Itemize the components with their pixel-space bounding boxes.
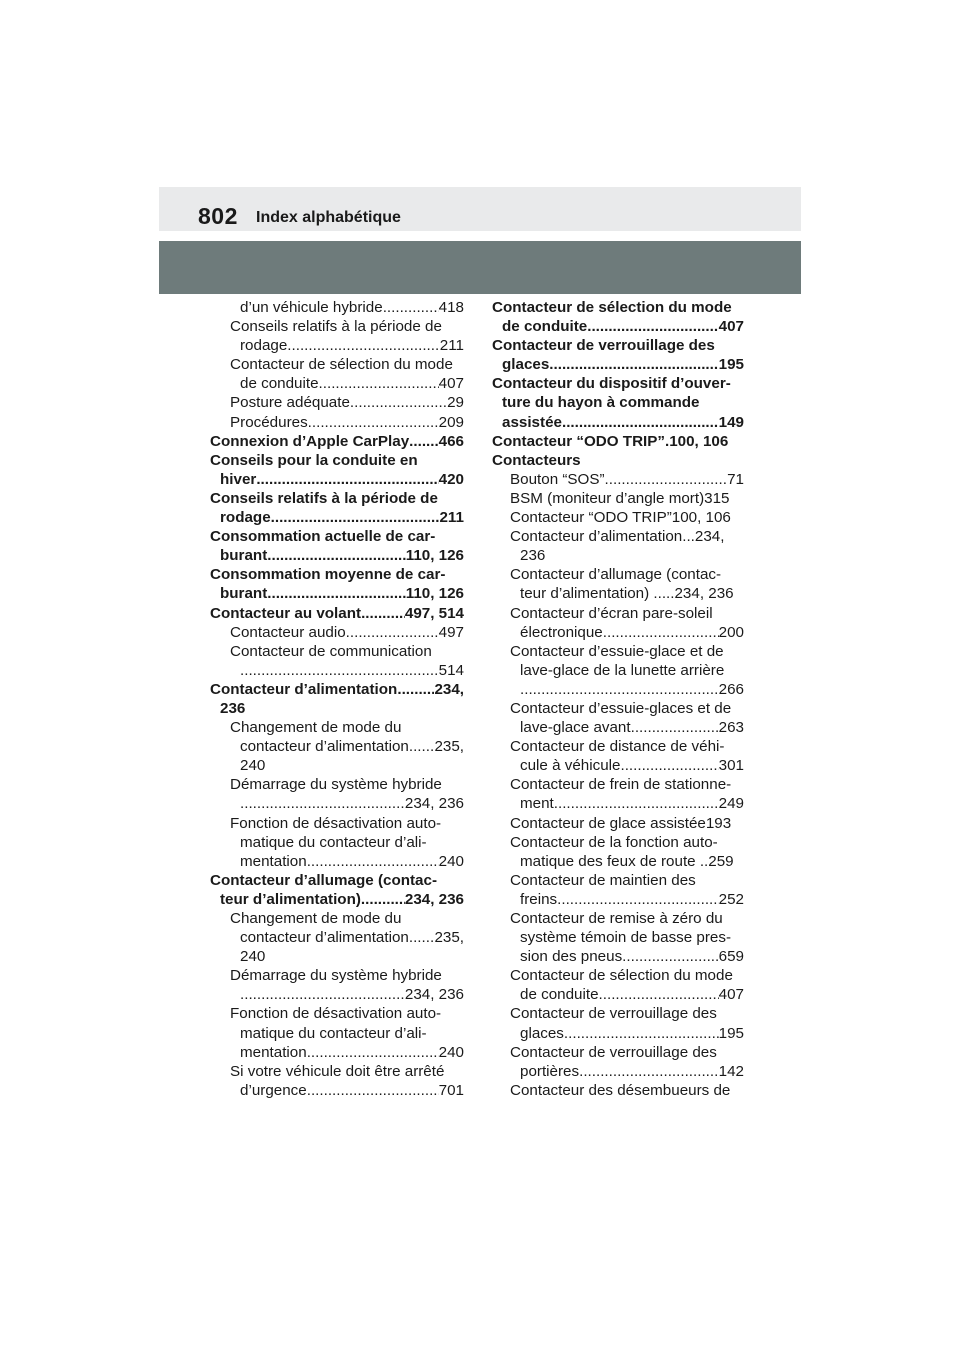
leader-dots [397, 680, 434, 699]
leader-dots [240, 661, 439, 680]
entry-text: Contacteur de communication [230, 642, 432, 660]
index-entry [210, 871, 464, 890]
leader-dots [599, 985, 719, 1004]
page-reference: 195 [718, 356, 744, 374]
index-subentry [492, 470, 744, 489]
entry-text: Contacteur de frein de stationne- [510, 776, 732, 794]
section-title: Index alphabétique [256, 209, 401, 226]
index-entry [492, 432, 744, 451]
page-reference: 466 [438, 432, 464, 450]
entry-text: freins [520, 890, 558, 908]
entry-text: ment [520, 795, 554, 813]
index-entry [492, 336, 744, 355]
entry-text: électronique [520, 623, 603, 641]
index-subentry [492, 1004, 744, 1023]
entry-text: rodage [220, 509, 271, 527]
entry-text: Contacteur “ODO TRIP”.100, 106 [492, 432, 729, 450]
page-reference: 110, 126 [405, 585, 464, 603]
page-reference: 29 [447, 394, 464, 412]
index-subentry [210, 756, 464, 775]
section-tab-band [159, 241, 801, 294]
leader-dots [409, 737, 435, 756]
entry-text: Contacteur d’allumage (contac- [510, 566, 722, 584]
entry-text: de conduite [240, 375, 319, 393]
entry-text: Consommation moyenne de car- [210, 566, 446, 584]
leader-dots [554, 794, 719, 813]
index-entry [492, 374, 744, 393]
index-subentry [210, 661, 464, 680]
index-entry [210, 680, 464, 699]
index-entry [210, 546, 464, 565]
page-reference: 200 [718, 623, 744, 641]
entry-text: Fonction de désactivation auto- [230, 1005, 442, 1023]
index-entry [492, 413, 744, 432]
page-reference: 497, 514 [404, 604, 464, 622]
entry-text: Procédures [230, 413, 308, 431]
leader-dots [564, 1024, 719, 1043]
index-subentry [492, 794, 744, 813]
leader-dots [409, 432, 438, 451]
entry-text: ture du hayon à commande [502, 394, 700, 412]
index-subentry [492, 1043, 744, 1062]
index-subentry [492, 718, 744, 737]
index-subentry [492, 565, 744, 584]
index-subentry [492, 1024, 744, 1043]
index-subentry [210, 966, 464, 985]
page-reference: 514 [438, 661, 464, 679]
leader-dots [307, 1081, 439, 1100]
entry-text: Contacteur d’allumage (contac- [210, 871, 438, 889]
leader-dots [622, 947, 718, 966]
entry-text: lave-glace avant [520, 719, 631, 737]
entry-text: Contacteur d’alimentation...234, [510, 528, 725, 546]
index-subentry [492, 947, 744, 966]
index-subentry [210, 413, 464, 432]
index-subentry [210, 1043, 464, 1062]
page-reference: 407 [718, 318, 744, 336]
entry-text: Contacteur d’écran pare-soleil [510, 604, 713, 622]
index-subentry [492, 890, 744, 909]
page-reference: 240 [438, 852, 464, 870]
entry-text: 240 [240, 757, 266, 775]
index-entry [210, 470, 464, 489]
entry-text: Contacteur de distance de véhi- [510, 738, 725, 756]
entry-text: sion des pneus [520, 948, 623, 966]
entry-text: 240 [240, 948, 266, 966]
entry-text: Contacteur de verrouillage des [492, 337, 715, 355]
index-subentry [492, 489, 744, 508]
entry-text: Contacteur d’essuie-glace et de [510, 642, 724, 660]
index-subentry [210, 1024, 464, 1043]
page-reference: 149 [718, 413, 744, 431]
index-subentry [492, 546, 744, 565]
index-column-right [492, 298, 744, 1100]
index-entry [492, 317, 744, 336]
entry-text: Contacteur d’essuie-glaces et de [510, 699, 732, 717]
leader-dots [240, 985, 405, 1004]
entry-text: glaces [520, 1024, 564, 1042]
index-subentry [492, 852, 744, 871]
entry-text: d’urgence [240, 1081, 307, 1099]
entry-text: Contacteur de verrouillage des [510, 1005, 717, 1023]
entry-text: burant [220, 547, 268, 565]
index-subentry [492, 680, 744, 699]
leader-dots [383, 298, 439, 317]
leader-dots [562, 413, 719, 432]
page-reference: 249 [718, 795, 744, 813]
index-subentry [492, 1081, 744, 1100]
entry-text: Conseils relatifs à la période de [210, 489, 438, 507]
entry-text: Consommation actuelle de car- [210, 528, 436, 546]
index-entry [210, 584, 464, 603]
leader-dots [549, 355, 718, 374]
page-reference: 142 [718, 1062, 744, 1080]
entry-text: Contacteur de sélection du mode [492, 299, 732, 316]
leader-dots [587, 317, 718, 336]
page-reference: 407 [718, 986, 744, 1004]
page-reference: 659 [718, 948, 744, 966]
entry-text: hiver [220, 470, 257, 488]
leader-dots [605, 470, 728, 489]
entry-text: Contacteur d’alimentation [210, 680, 398, 698]
entry-text: Posture adéquate [230, 394, 350, 412]
leader-dots [287, 336, 439, 355]
index-subentry [492, 966, 744, 985]
leader-dots [361, 890, 405, 909]
entry-text: Changement de mode du [230, 910, 402, 927]
index-subentry [210, 298, 464, 317]
page-reference: 235, [434, 738, 464, 756]
entry-text: Contacteur “ODO TRIP”100, 106 [510, 509, 731, 527]
page-reference: 301 [718, 757, 744, 775]
index-entry [210, 451, 464, 470]
index-subentry [210, 794, 464, 813]
index-subentry [492, 1062, 744, 1081]
index-subentry [210, 374, 464, 393]
index-subentry [210, 833, 464, 852]
entry-text: Connexion d’Apple CarPlay [210, 432, 410, 450]
entry-text: Contacteur du dispositif d’ouver- [492, 375, 731, 393]
entry-text: 236 [220, 699, 246, 717]
index-subentry [210, 775, 464, 794]
index-subentry [492, 527, 744, 546]
index-subentry [210, 852, 464, 871]
index-subentry [210, 1062, 464, 1081]
entry-text: 236 [520, 547, 546, 565]
index-subentry [492, 756, 744, 775]
index-entry [210, 432, 464, 451]
leader-dots [631, 718, 719, 737]
index-entry [492, 298, 744, 317]
index-subentry [210, 393, 464, 412]
page-reference: 235, [434, 929, 464, 947]
page-number: 802 [198, 203, 238, 229]
page-reference: 418 [438, 299, 464, 316]
index-subentry [210, 317, 464, 336]
index-subentry [492, 737, 744, 756]
entry-text: contacteur d’alimentation [240, 738, 409, 756]
entry-text: assistée [502, 413, 562, 431]
index-subentry [492, 871, 744, 890]
page-reference: 701 [438, 1081, 464, 1099]
index-subentry [210, 737, 464, 756]
entry-text: teur d’alimentation) .....234, 236 [520, 585, 734, 603]
index-subentry [210, 909, 464, 928]
page-reference: 234, 236 [404, 986, 464, 1004]
index-entry [492, 355, 744, 374]
entry-text: BSM (moniteur d’angle mort)315 [510, 489, 730, 507]
leader-dots [409, 928, 435, 947]
page-reference: 209 [438, 413, 464, 431]
index-entry [210, 508, 464, 527]
entry-text: Contacteurs [492, 451, 581, 469]
leader-dots [557, 890, 719, 909]
entry-text: Contacteur de la fonction auto- [510, 833, 718, 851]
page-reference: 407 [438, 375, 464, 393]
entry-text: Démarrage du système hybride [230, 776, 442, 794]
page-reference: 211 [439, 337, 464, 355]
entry-text: Bouton “SOS” [510, 470, 605, 488]
leader-dots [271, 508, 440, 527]
entry-text: Contacteur de glace assistée193 [510, 814, 732, 832]
page-reference: 234, [434, 680, 464, 698]
page-reference: 71 [727, 470, 744, 488]
index-subentry [492, 909, 744, 928]
index-subentry [492, 699, 744, 718]
leader-dots [307, 1043, 439, 1062]
leader-dots [350, 393, 447, 412]
entry-text: Contacteur au volant [210, 604, 362, 622]
leader-dots [620, 756, 718, 775]
page-reference: 420 [438, 470, 464, 488]
entry-text: contacteur d’alimentation [240, 929, 409, 947]
entry-text: Changement de mode du [230, 719, 402, 737]
entry-text: Contacteur de verrouillage des [510, 1043, 717, 1061]
entry-text: Si votre véhicule doit être arrêté [230, 1062, 445, 1080]
index-subentry [492, 928, 744, 947]
entry-text: Fonction de désactivation auto- [230, 814, 442, 832]
index-subentry [210, 1004, 464, 1023]
page-reference: 211 [439, 509, 464, 527]
leader-dots [520, 680, 719, 699]
entry-text: Contacteur de sélection du mode [230, 356, 453, 374]
entry-text: mentation [240, 1043, 307, 1061]
entry-text: mentation [240, 852, 307, 870]
entry-text: de conduite [502, 318, 588, 336]
entry-text: Contacteur audio [230, 623, 346, 641]
index-subentry [210, 355, 464, 374]
index-subentry [210, 336, 464, 355]
index-entry [210, 890, 464, 909]
page-reference: 240 [438, 1043, 464, 1061]
index-entry [210, 604, 464, 623]
index-subentry [492, 775, 744, 794]
index-entry [492, 451, 744, 470]
index-subentry [210, 642, 464, 661]
page-reference: 234, 236 [404, 795, 464, 813]
index-subentry [492, 508, 744, 527]
page-reference: 263 [718, 719, 744, 737]
index-subentry [210, 718, 464, 737]
leader-dots [346, 623, 439, 642]
entry-text: Conseils relatifs à la période de [230, 318, 442, 336]
entry-text: Contacteur des désembueurs de [510, 1081, 731, 1099]
index-subentry [492, 814, 744, 833]
leader-dots [579, 1062, 719, 1081]
entry-text: Conseils pour la conduite en [210, 451, 418, 469]
index-subentry [492, 604, 744, 623]
index-subentry [210, 928, 464, 947]
index-subentry [210, 814, 464, 833]
index-subentry [492, 833, 744, 852]
leader-dots [319, 374, 439, 393]
index-entry [210, 565, 464, 584]
entry-text: portières [520, 1062, 580, 1080]
entry-text: matique du contacteur d’ali- [240, 1024, 427, 1042]
index-entry [210, 489, 464, 508]
entry-text: de conduite [520, 986, 599, 1004]
index-subentry [492, 623, 744, 642]
entry-text: Contacteur de remise à zéro du [510, 910, 723, 927]
index-subentry [210, 1081, 464, 1100]
entry-text: matique du contacteur d’ali- [240, 833, 427, 851]
leader-dots [603, 623, 719, 642]
index-subentry [492, 985, 744, 1004]
index-column-left [210, 298, 464, 1100]
index-entry [210, 527, 464, 546]
entry-text: glaces [502, 356, 550, 374]
index-subentry [210, 985, 464, 1004]
entry-text: cule à véhicule [520, 757, 621, 775]
index-subentry [492, 642, 744, 661]
entry-text: système témoin de basse pres- [520, 929, 732, 947]
leader-dots [256, 470, 438, 489]
index-entry [210, 699, 464, 718]
page-reference: 266 [718, 680, 744, 698]
page-reference: 234, 236 [404, 890, 464, 908]
entry-text: lave-glace de la lunette arrière [520, 661, 725, 679]
entry-text: rodage [240, 337, 288, 355]
entry-text: Contacteur de sélection du mode [510, 967, 733, 985]
page-reference: 195 [718, 1024, 744, 1042]
index-subentry [492, 584, 744, 603]
entry-text: Démarrage du système hybride [230, 967, 442, 985]
page-reference: 110, 126 [405, 547, 464, 565]
index-subentry [210, 623, 464, 642]
index-subentry [492, 661, 744, 680]
leader-dots [240, 794, 405, 813]
entry-text: Contacteur de maintien des [510, 871, 696, 889]
leader-dots [267, 546, 405, 565]
entry-text: matique des feux de route ..259 [520, 852, 734, 870]
leader-dots [361, 604, 405, 623]
leader-dots [308, 413, 439, 432]
index-entry [492, 393, 744, 412]
entry-text: teur d’alimentation) [220, 890, 361, 908]
page-reference: 252 [718, 890, 744, 908]
leader-dots [267, 584, 405, 603]
leader-dots [307, 852, 439, 871]
index-subentry [210, 947, 464, 966]
page-reference: 497 [438, 623, 464, 641]
entry-text: d’un véhicule hybride [240, 299, 383, 316]
entry-text: burant [220, 585, 268, 603]
